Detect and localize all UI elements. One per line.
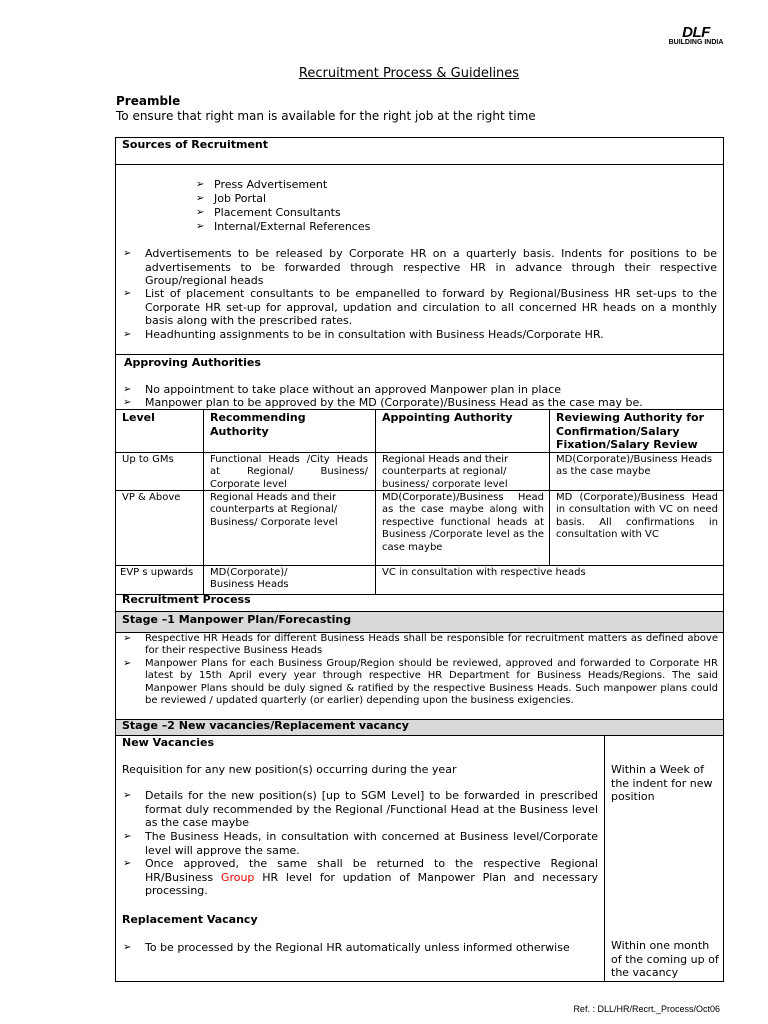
list-item: Press Advertisement: [214, 178, 328, 191]
bullet-arrow-icon: ➢: [196, 179, 205, 190]
stage1-point: Manpower Plans for each Business Group/Region should be reviewed, approved and forwarded to Corporate HR latest by 15th April every year through respective HR Department for Business Heads/Regions. The said Manpower Plans should be duly signed & ratified by the respective Business Heads. Such manpower plans could be reviewed / updated quarterly (or earlier) depending upon the business exigencies.: [145, 658, 718, 707]
table-border: [116, 565, 723, 566]
table-cell: MD(Corporate)/Business Head as the case maybe along with respective functional heads at Business /Corporate level as the case maybe: [382, 492, 544, 553]
divider: [116, 354, 723, 355]
sources-point: Headhunting assignments to be in consultation with Business Heads/Corporate HR.: [145, 328, 604, 341]
table-cell: Regional Heads and their counterparts at Regional/ Business/ Corporate level: [210, 492, 338, 528]
table-header: Appointing Authority: [382, 411, 513, 424]
sources-point: List of placement consultants to be empanelled to forward by Regional/Business HR set-ups to the Corporate HR set-up for approval, updation and circulation to all concerned HR heads on a monthly basis along with the prescribed rates.: [145, 287, 717, 327]
new-vacancies-heading: New Vacancies: [122, 736, 215, 749]
bullet-arrow-icon: ➢: [123, 831, 132, 842]
bullet-arrow-icon: ➢: [123, 384, 132, 395]
table-border: [116, 452, 723, 453]
bullet-arrow-icon: ➢: [123, 329, 132, 340]
stage1-heading: Stage –1 Manpower Plan/Forecasting: [122, 613, 352, 626]
replacement-timeline: Within one month of the coming up of the vacancy: [611, 939, 719, 979]
table-cell: Functional Heads /City Heads at Regional/ Business/ Corporate level: [210, 454, 368, 490]
table-border: [604, 735, 605, 982]
table-cell: VP & Above: [122, 492, 181, 503]
approved-text-highlight: Group: [220, 870, 255, 884]
bullet-arrow-icon: ➢: [196, 207, 205, 218]
stage2-heading: Stage –2 New vacancies/Replacement vacancy: [122, 719, 409, 732]
bullet-arrow-icon: ➢: [123, 248, 132, 259]
logo-tagline: BUILDING INDIA: [668, 39, 724, 46]
bullet-arrow-icon: ➢: [123, 397, 132, 408]
bullet-arrow-icon: ➢: [123, 658, 132, 669]
table-cell: MD(Corporate)/ Business Heads: [210, 567, 289, 591]
approved-text-start: Once approved, the same shall be returned to the respective Regional HR/Business: [145, 857, 598, 884]
new-vacancy-point: Details for the new position(s) [up to SGM Level] to be forwarded in prescribed format duly recommended by the Regional /Functional Head at the Business level as the case maybe: [145, 789, 598, 829]
list-item: Placement Consultants: [214, 206, 341, 219]
bullet-arrow-icon: ➢: [123, 942, 132, 953]
recruitment-heading: Recruitment Process: [122, 593, 251, 606]
logo-mark: DLF: [682, 24, 710, 41]
table-header: Recommending Authority: [210, 411, 306, 438]
table-header: Reviewing Authority for Confirmation/Salary Fixation/Salary Review: [556, 411, 705, 451]
table-cell: MD (Corporate)/Business Head in consultation with VC on need basis. All confirmations in consultation with VC: [556, 492, 718, 541]
bullet-arrow-icon: ➢: [196, 221, 205, 232]
sources-point: Advertisements to be released by Corporate HR on a quarterly basis. Indents for positions to be advertisements to be forwarded through respective HR in advance through their respective Group/regional heads: [145, 247, 717, 287]
new-vacancy-point: [145, 857, 598, 898]
table-header: Level: [122, 411, 155, 424]
approving-point: Manpower plan to be approved by the MD (Corporate)/Business Head as the case may be.: [145, 396, 643, 409]
new-vacancy-timeline: Within a Week of the indent for new position: [611, 763, 713, 803]
company-logo: [668, 24, 724, 46]
bullet-arrow-icon: ➢: [123, 633, 132, 644]
table-cell: MD(Corporate)/Business Heads as the case maybe: [556, 454, 713, 478]
approved-text-end: HR level for updation of Manpower Plan and necessary processing.: [145, 870, 599, 897]
preamble-text: To ensure that right man is available for the right job at the right time: [116, 109, 536, 123]
sources-heading: Sources of Recruitment: [122, 138, 269, 151]
bullet-arrow-icon: ➢: [123, 858, 132, 869]
approving-point: No appointment to take place without an approved Manpower plan in place: [145, 383, 562, 396]
table-border: [375, 409, 376, 594]
table-cell: Up to GMs: [122, 454, 174, 465]
list-item: Job Portal: [214, 192, 267, 205]
new-vacancy-point: The Business Heads, in consultation with concerned at Business level/Corporate level will approve the same.: [145, 830, 598, 857]
replacement-point: To be processed by the Regional HR automatically unless informed otherwise: [145, 941, 570, 954]
table-cell: EVP s upwards: [120, 567, 194, 578]
table-border: [203, 409, 204, 594]
list-item: Internal/External References: [214, 220, 371, 233]
bullet-arrow-icon: ➢: [123, 288, 132, 299]
document-title: Recruitment Process & Guidelines: [298, 66, 520, 81]
guidelines-frame: [115, 137, 724, 982]
bullet-arrow-icon: ➢: [196, 193, 205, 204]
requisition-text: Requisition for any new position(s) occurring during the year: [122, 763, 457, 776]
table-border: [549, 409, 550, 565]
bullet-arrow-icon: ➢: [123, 790, 132, 801]
table-cell: VC in consultation with respective heads: [382, 567, 586, 578]
preamble-heading: Preamble: [116, 94, 181, 108]
approving-heading: Approving Authorities: [124, 356, 261, 369]
replacement-heading: Replacement Vacancy: [122, 913, 258, 926]
table-cell: Regional Heads and their counterparts at regional/ business/ corporate level: [382, 454, 509, 490]
stage1-point: Respective HR Heads for different Business Heads shall be responsible for recruitment matters as defined above for their respective Business Heads: [145, 633, 718, 657]
divider: [116, 164, 723, 165]
document-reference: Ref. : DLL/HR/Recrt._Process/Oct06: [573, 1004, 720, 1014]
table-border: [116, 409, 723, 410]
